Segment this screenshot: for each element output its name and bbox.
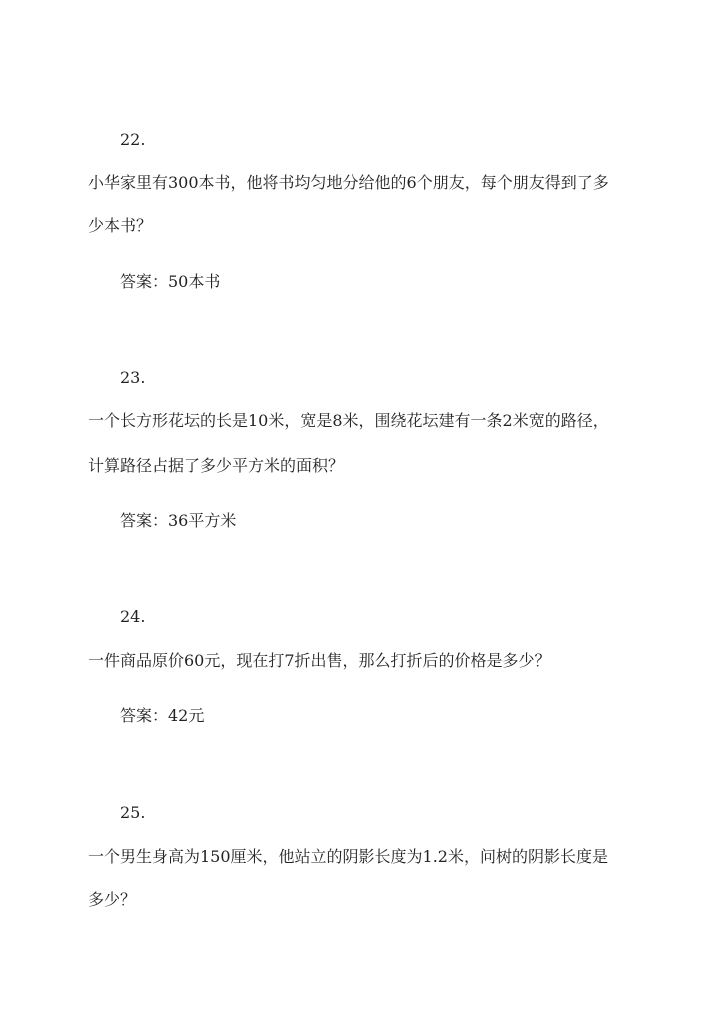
question-24-text-line-1: 一件商品原价60元，现在打7折出售，那么打折后的价格是多少？ xyxy=(88,651,551,670)
question-23-answer: 答案：36平方米 xyxy=(120,511,237,530)
question-23-number: 23. xyxy=(120,368,146,387)
question-24-answer: 答案：42元 xyxy=(120,706,205,725)
question-25-text-line-1: 一个男生身高为150厘米，他站立的阴影长度为1.2米，问树的阴影长度是 xyxy=(88,847,608,866)
question-25-number: 25. xyxy=(120,803,146,822)
question-25-text-line-2: 多少？ xyxy=(88,890,137,909)
question-24-number: 24. xyxy=(120,607,146,626)
question-22-answer: 答案：50本书 xyxy=(120,272,221,291)
question-23-text-line-1: 一个长方形花坛的长是10米，宽是8米，围绕花坛建有一条2米宽的路径， xyxy=(88,411,609,430)
question-23-text-line-2: 计算路径占据了多少平方米的面积？ xyxy=(88,456,345,475)
question-22-text-line-2: 少本书？ xyxy=(88,216,153,235)
question-22-number: 22. xyxy=(120,130,146,149)
question-22-text-line-1: 小华家里有300本书，他将书均匀地分给他的6个朋友，每个朋友得到了多 xyxy=(88,173,609,192)
